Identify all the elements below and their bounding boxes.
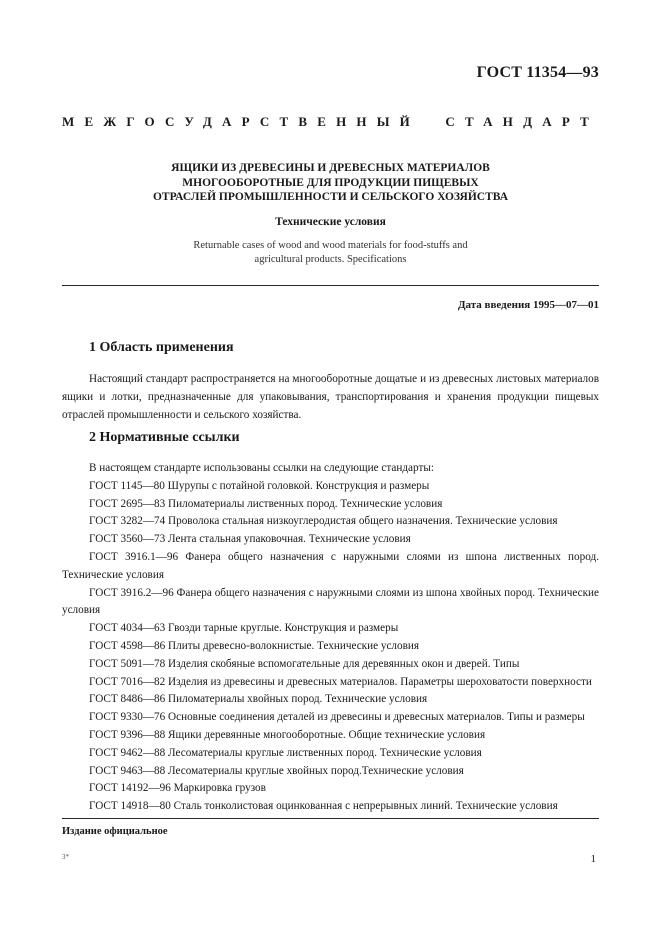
reference-item: ГОСТ 3560—73 Лента стальная упаковочная. Технические условия [89, 533, 411, 546]
references-list [62, 460, 599, 816]
english-title-line: Returnable cases of wood and wood materials for food-stuffs and [193, 240, 468, 251]
reference-item: ГОСТ 9463—88 Лесоматериалы круглые хвойных пород.Технические условия [89, 764, 464, 777]
page-number: 1 [590, 853, 596, 865]
document-number: ГОСТ 11354—93 [476, 64, 599, 81]
title-line: МНОГООБОРОТНЫЕ ДЛЯ ПРОДУКЦИИ ПИЩЕВЫХ [182, 176, 479, 189]
header-left-word: МЕЖГОСУДАРСТВЕННЫЙ [62, 114, 420, 129]
reference-item: ГОСТ 8486—86 Пиломатериалы хвойных пород. Технические условия [89, 693, 428, 706]
section-1-heading: 1 Область применения [89, 340, 234, 355]
section-2-heading: 2 Нормативные ссылки [89, 430, 240, 445]
document-title [62, 161, 599, 205]
reference-item: ГОСТ 7016—82 Изделия из древесины и древесных материалов. Параметры шероховатости поверхности [89, 675, 592, 688]
section-1-text: Настоящий стандарт распространяется на многооборотные дощатые и из древесных листовых материалов ящики и лотки, предназначенные для упаковывания, транспортирования и хранения продукции пищевых отраслей промышленности и сельского хозяйства. [62, 373, 599, 421]
reference-item: ГОСТ 14918—80 Сталь тонколистовая оцинкованная с непрерывных линий. Технические условия [89, 800, 558, 813]
title-line: ОТРАСЛЕЙ ПРОМЫШЛЕННОСТИ И СЕЛЬСКОГО ХОЗЯЙСТВА [152, 191, 509, 203]
reference-item: ГОСТ 2695—83 Пиломатериалы лиственных пород. Технические условия [89, 497, 443, 510]
reference-item: ГОСТ 4034—63 Гвозди тарные круглые. Конструкция и размеры [89, 622, 399, 635]
reference-item: ГОСТ 9330—76 Основные соединения деталей из древесины и древесных материалов. Типы и размеры [89, 711, 585, 724]
bottom-divider [62, 818, 599, 819]
reference-item: ГОСТ 1145—80 Шурупы с потайной головкой. Конструкция и размеры [89, 479, 430, 492]
footer-mark: 3* [62, 853, 69, 861]
edition-label: Издание официальное [62, 826, 168, 837]
reference-item: ГОСТ 5091—78 Изделия скобяные вспомогательные для деревянных окон и дверей. Типы [89, 657, 520, 670]
document-subtitle: Технические условия [275, 216, 386, 228]
english-title [140, 239, 521, 266]
reference-item: ГОСТ 3282—74 Проволока стальная низкоуглеродистая общего назначения. Технические условия [89, 515, 558, 528]
reference-item: ГОСТ 9462—88 Лесоматериалы круглые лиственных пород. Технические условия [89, 746, 482, 759]
title-line: ЯЩИКИ ИЗ ДРЕВЕСИНЫ И ДРЕВЕСНЫХ МАТЕРИАЛОВ [171, 162, 490, 174]
reference-item: ГОСТ 14192—96 Маркировка грузов [89, 782, 266, 795]
reference-item: ГОСТ 3916.1—96 Фанера общего назначения с наружными слоями из шпона лиственных пород. Технические условия [62, 550, 599, 581]
references-intro: В настоящем стандарте использованы ссылки на следующие стандарты: [89, 462, 434, 474]
english-title-line: agricultural products. Specifications [254, 253, 407, 265]
reference-item: ГОСТ 4598—86 Плиты древесно-волокнистые. Технические условия [89, 639, 420, 652]
reference-item: ГОСТ 9396—88 Ящики деревянные многооборотные. Общие технические условия [89, 728, 486, 741]
header-right-word: СТАНДАРТ [445, 114, 599, 129]
reference-item: ГОСТ 3916.2—96 Фанера общего назначения с наружными слоями из шпона хвойных пород. Технические условия [62, 586, 599, 617]
top-divider [62, 285, 599, 286]
effective-date: Дата введения 1995—07—01 [457, 299, 599, 311]
